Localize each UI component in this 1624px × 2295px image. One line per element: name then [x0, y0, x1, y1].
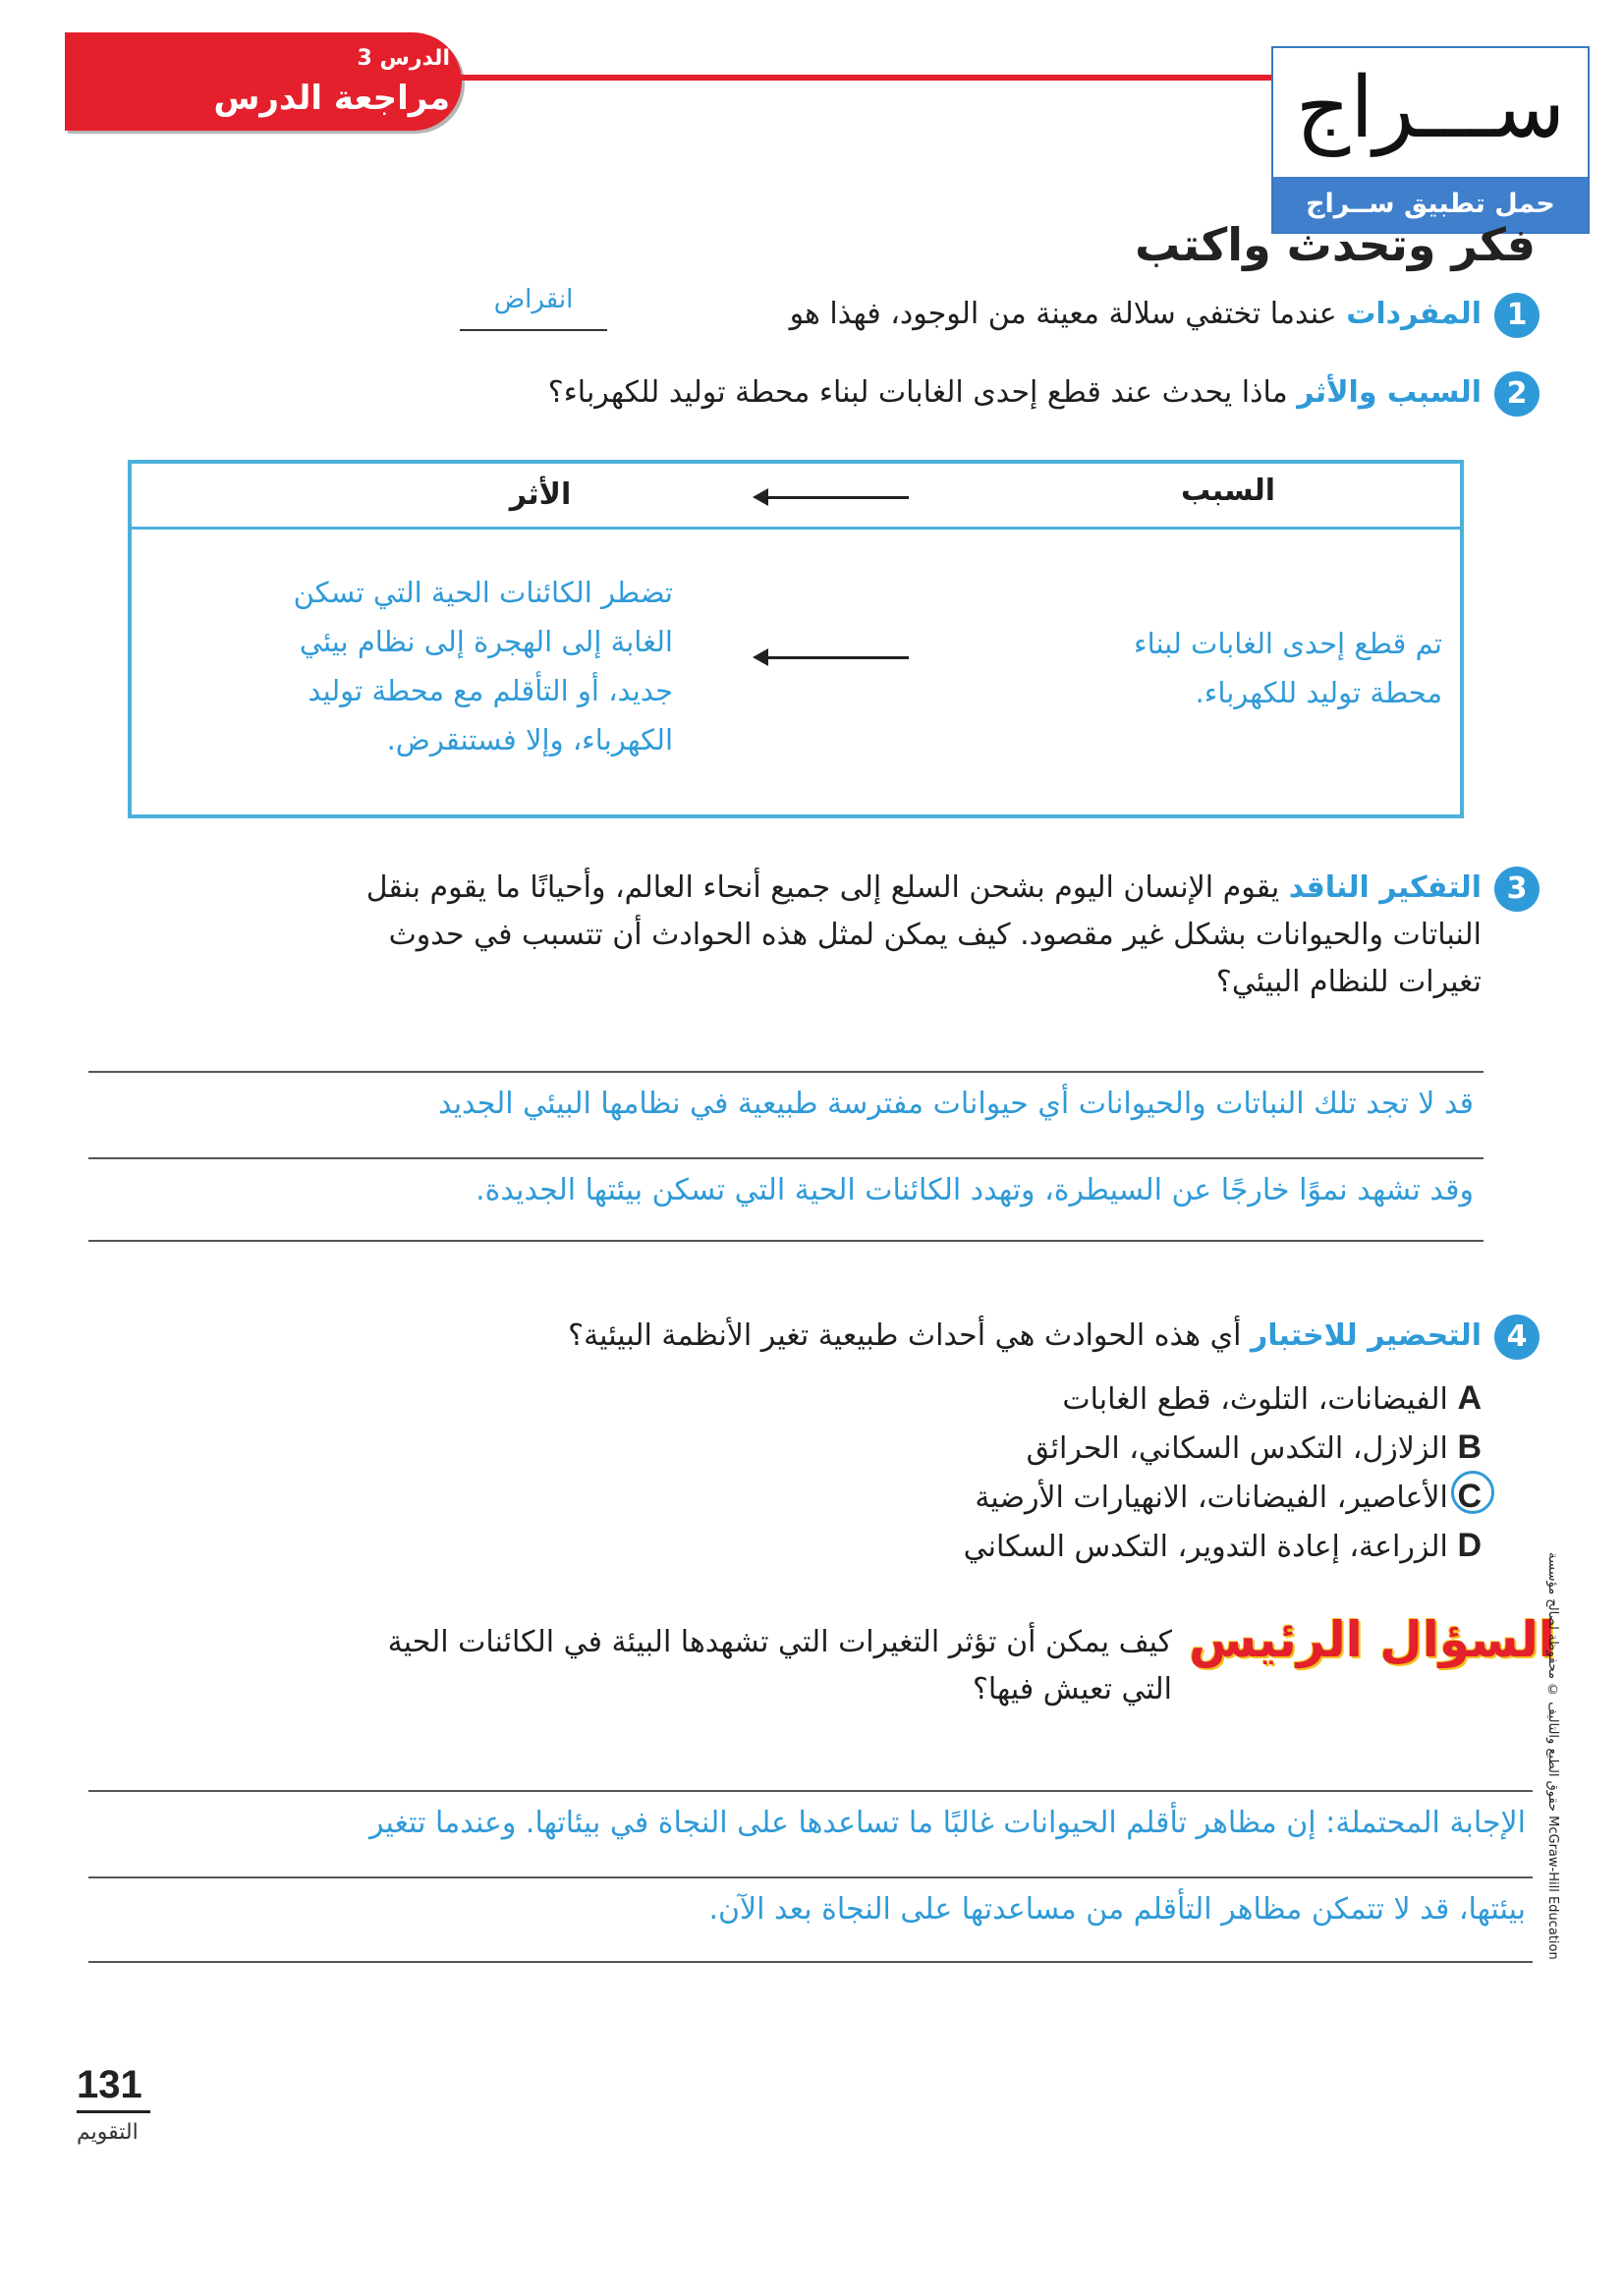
- lesson-number: الدرس 3: [357, 46, 450, 71]
- question-1-text: عندما تختفي سلالة معينة من الوجود، فهذا هو: [789, 297, 1337, 331]
- question-3-text-line: النباتات والحيوانات بشكل غير مقصود. كيف يمكن لمثل هذه الحوادث أن تتسبب في حدوث: [388, 918, 1482, 952]
- cause-answer[interactable]: [1020, 619, 1442, 717]
- question-2: [253, 369, 1482, 417]
- question-1-blank: [460, 329, 607, 331]
- question-1: [597, 291, 1482, 338]
- page-number-rule: [77, 2110, 150, 2113]
- effect-answer-line: الغابة إلى الهجرة إلى نظام بيئي: [299, 625, 673, 658]
- table-header-divider: [132, 527, 1460, 530]
- question-4: [303, 1313, 1482, 1360]
- choice-letter: C: [1457, 1478, 1482, 1515]
- cause-effect-arrow-icon: [766, 656, 909, 659]
- question-3-text-line: يقوم الإنسان اليوم بشحن السلع إلى جميع أنحاء العالم، وأحيانًا ما يقوم بنقل: [365, 870, 1280, 905]
- question-3-answer-line[interactable]: قد لا تجد تلك النباتات والحيوانات أي حيوانات مفترسة طبيعية في نظامها البيئي الجديد: [437, 1087, 1474, 1121]
- question-2-number: 2: [1494, 371, 1540, 417]
- choice-letter: A: [1457, 1379, 1482, 1417]
- choice-text: الأعاصير، الفيضانات، الانهيارات الأرضية: [975, 1481, 1448, 1515]
- header-rule: [452, 75, 1316, 81]
- page-section-label: التقويم: [77, 2120, 139, 2145]
- question-3-text-line: تغيرات للنظام البيئي؟: [1215, 965, 1482, 999]
- question-4-number: 4: [1494, 1315, 1540, 1360]
- logo-download-strip: حمل تطبيق ســراج: [1273, 177, 1588, 232]
- main-question-text-line: كيف يمكن أن تؤثر التغيرات التي تشهدها البيئة في الكائنات الحية: [387, 1625, 1172, 1659]
- siraj-logo[interactable]: [1271, 46, 1590, 234]
- answer-rule: [88, 1240, 1484, 1242]
- cause-header: السبب: [1180, 474, 1276, 508]
- page-number: 131: [77, 2063, 142, 2106]
- question-1-answer[interactable]: انقراض: [493, 285, 574, 314]
- question-2-text: ماذا يحدث عند قطع إحدى الغابات لبناء محطة توليد للكهرباء؟: [547, 375, 1288, 410]
- answer-rule: [88, 1876, 1533, 1878]
- effect-answer-line: جديد، أو التأقلم مع محطة توليد: [308, 674, 673, 707]
- effect-header: الأثر: [509, 477, 572, 512]
- main-question: [190, 1619, 1172, 1713]
- main-question-text-line: التي تعيش فيها؟: [972, 1672, 1172, 1707]
- cause-answer-line: تم قطع إحدى الغابات لبناء: [1134, 627, 1442, 660]
- question-1-number: 1: [1494, 293, 1540, 338]
- choice-c[interactable]: [696, 1472, 1482, 1523]
- cause-answer-line: محطة توليد للكهرباء.: [1195, 676, 1442, 709]
- answer-rule: [88, 1961, 1533, 1963]
- section-heading: فكر وتحدث واكتب: [1135, 218, 1536, 271]
- choice-text: الزلازل، التكدس السكاني، الحرائق: [1026, 1431, 1448, 1466]
- choice-d[interactable]: [696, 1521, 1482, 1572]
- effect-answer[interactable]: [162, 568, 673, 764]
- choice-letter: D: [1457, 1527, 1482, 1564]
- choice-letter: B: [1457, 1428, 1482, 1466]
- question-3-answer-line[interactable]: وقد تشهد نموًا خارجًا عن السيطرة، وتهدد الكائنات الحية التي تسكن بيئتها الجديدة.: [476, 1173, 1474, 1207]
- question-3-number: 3: [1494, 867, 1540, 912]
- effect-answer-line: الكهرباء، وإلا فستنقرض.: [386, 723, 673, 756]
- main-question-answer-line[interactable]: بيئتها، قد لا تتمكن مظاهر التأقلم من مساعدتها على النجاة بعد الآن.: [708, 1892, 1526, 1927]
- answer-rule: [88, 1071, 1484, 1073]
- main-question-answer-line[interactable]: الإجابة المحتملة: إن مظاهر تأقلم الحيوانات غالبًا ما تساعدها على النجاة في بيئاتها. وعندما تتغير: [368, 1806, 1526, 1840]
- effect-answer-line: تضطر الكائنات الحية التي تسكن: [293, 576, 673, 609]
- choice-b[interactable]: [696, 1423, 1482, 1474]
- question-4-text: أي هذه الحوادث هي أحداث طبيعية تغير الأنظمة البيئية؟: [568, 1318, 1242, 1353]
- lesson-title: مراجعة الدرس: [213, 79, 450, 118]
- header-arrow-icon: [766, 496, 909, 499]
- choice-a[interactable]: [696, 1373, 1482, 1425]
- question-4-label: التحضير للاختبار: [1250, 1318, 1482, 1353]
- selected-choice-circle: [1451, 1471, 1494, 1514]
- question-3-label: التفكير الناقد: [1288, 870, 1482, 905]
- choice-text: الفيضانات، التلوث، قطع الغابات: [1062, 1382, 1448, 1417]
- logo-wordmark: ســـراج: [1295, 59, 1566, 157]
- choice-text: الزراعة، إعادة التدوير، التكدس السكاني: [963, 1530, 1448, 1564]
- answer-rule: [88, 1790, 1533, 1792]
- question-3: [126, 865, 1482, 1006]
- answer-rule: [88, 1157, 1484, 1159]
- question-2-label: السبب والأثر: [1297, 375, 1482, 410]
- main-question-label: السؤال الرئيس: [1189, 1611, 1555, 1668]
- question-1-label: المفردات: [1346, 297, 1482, 331]
- copyright-credit: حقوق الطبع والتأليف © محفوظة لصالح مؤسسة McGraw-Hill Education: [1545, 1552, 1560, 1960]
